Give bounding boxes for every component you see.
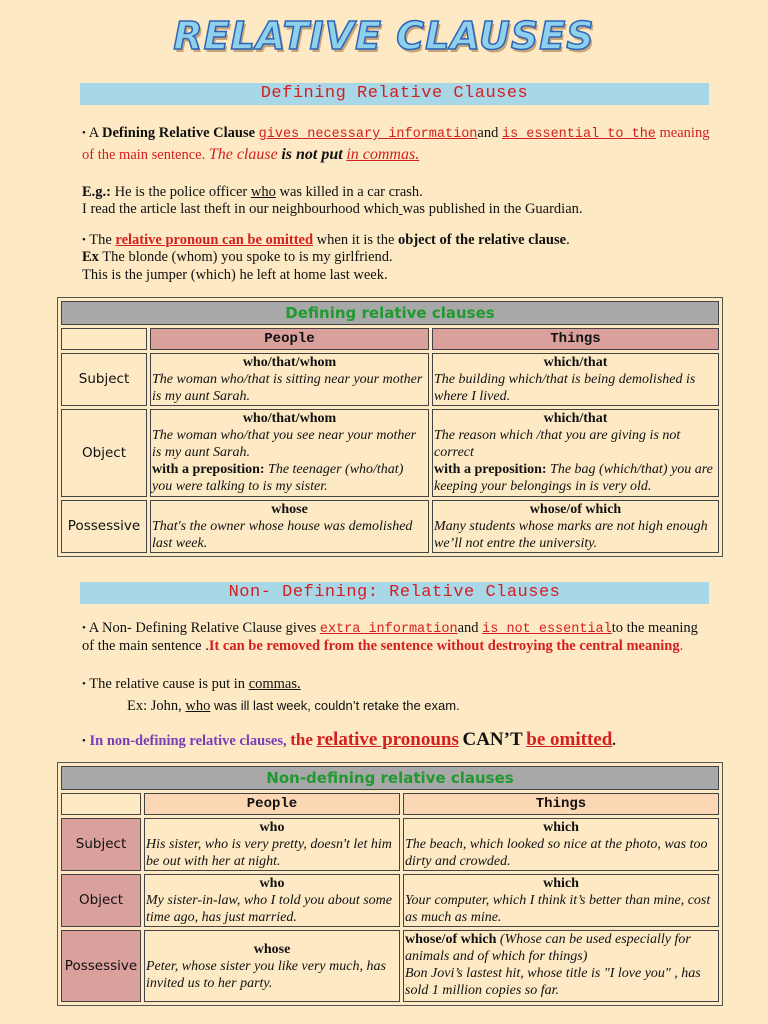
non-defining-clauses-table [57,762,723,1006]
row-header-object: Object [61,409,147,497]
column-header-things: Things [432,328,719,350]
paragraph-cannot-omit: • In non-defining relative clauses, the relative pronouns CAN’T be omitted. [82,729,616,750]
table-cell: which The beach, which looked so nice at the photo, was too dirty and crowded. [403,818,719,871]
table-cell: who His sister, who is very pretty, doesn't let him be out with her at night. [144,818,400,871]
table-cell: who My sister-in-law, who I told you about some time ago, has just married. [144,874,400,927]
row-header-possessive: Possessive [61,930,141,1002]
table-corner [61,328,147,350]
page-title: RELATIVE CLAUSES [173,14,595,58]
table-heading: Non-defining relative clauses [61,766,719,790]
table-heading: Defining relative clauses [61,301,719,325]
section-heading-non-defining: Non- Defining: Relative Clauses [80,582,709,604]
omission-example-2: This is the jumper (which) he left at home last week. [82,267,388,283]
table-cell: which/that The reason which /that you are giving is not correct with a preposition: The bag (which/that) you are keeping your belongings in is very old. [432,409,719,497]
defining-clauses-table [57,297,723,557]
column-header-people: People [150,328,429,350]
table-cell: whose That's the owner whose house was demolished last week. [150,500,429,553]
table-cell: whose Peter, whose sister you like very much, has invited us to her party. [144,930,400,1002]
table-cell: who/that/whom The woman who/that is sitting near your mother is my aunt Sarah. [150,353,429,406]
example-line-2: I read the article last theft in our neighbourhood which was published in the Guardian. [82,201,583,217]
table-cell: whose/of which (Whose can be used especially for animals and of which for things) Bon Jovi’s lastest hit, whose title is "I love you" , has sold 1 million copies so far. [403,930,719,1002]
table-cell: which Your computer, which I think it’s better than mine, cost as much as mine. [403,874,719,927]
row-header-subject: Subject [61,353,147,406]
column-header-things: Things [403,793,719,815]
table-cell: who/that/whom The woman who/that you see near your mother is my aunt Sarah. with a preposition: The teenager (who/that) you were talking to is my sister. [150,409,429,497]
row-header-object: Object [61,874,141,927]
table-cell: which/that The building which/that is being demolished is where I lived. [432,353,719,406]
paragraph-defining-definition: • A Defining Relative Clause gives necessary informationand is essential to the meaning of the main sentence. The clause is not put in commas. [82,125,710,163]
omission-example-1: Ex The blonde (whom) you spoke to is my girlfriend. [82,249,393,265]
row-header-possessive: Possessive [61,500,147,553]
section-heading-defining: Defining Relative Clauses [80,83,709,105]
paragraph-omission: • The relative pronoun can be omitted when it is the object of the relative clause. [82,232,570,248]
row-header-subject: Subject [61,818,141,871]
paragraph-non-defining-definition: • A Non- Defining Relative Clause gives extra informationand is not essentialto the meaning of the main sentence .It can be removed from the sentence without destroying the central meaning. [82,620,698,654]
table-cell: whose/of which Many students whose marks are not high enough we’ll not entre the university. [432,500,719,553]
non-defining-example: Ex: John, who was ill last week, couldn’t retake the exam. [127,698,460,714]
example-line-1: E.g.: He is the police officer who was killed in a car crash. [82,184,423,200]
column-header-people: People [144,793,400,815]
paragraph-commas: • The relative cause is put in commas. [82,676,301,692]
table-corner [61,793,141,815]
